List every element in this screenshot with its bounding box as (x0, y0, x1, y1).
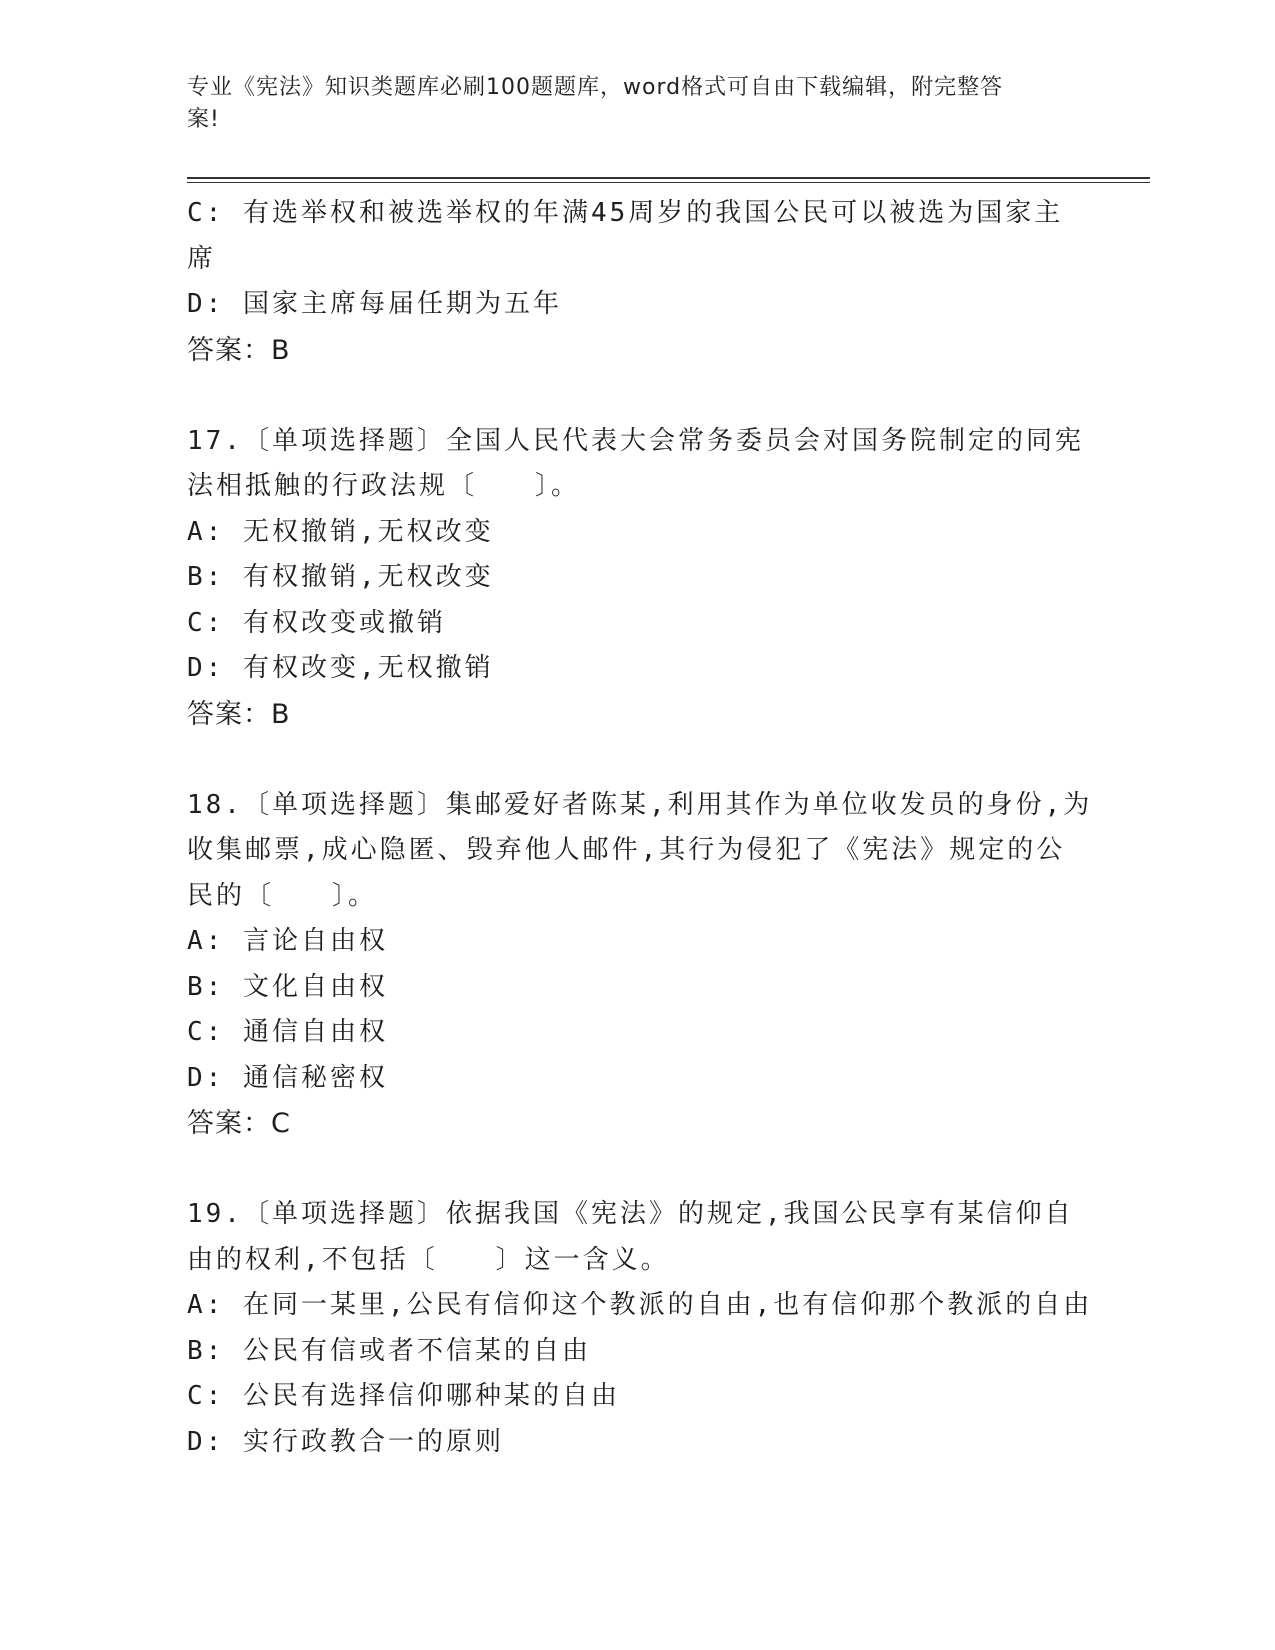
question-stem-line-1: 17.〔单项选择题〕全国人民代表大会常务委员会对国务院制定的同宪 (187, 425, 1084, 456)
spacer (187, 737, 1087, 783)
question-17 (187, 419, 1087, 738)
spacer (187, 1147, 1087, 1193)
option-a: A: 言论自由权 (187, 926, 388, 956)
spacer (187, 373, 1087, 419)
option-c: C: 有权改变或撤销 (187, 607, 446, 638)
answer: 答案：B (187, 334, 291, 366)
option-d: D: 有权改变,无权撤销 (187, 653, 494, 683)
question-16-continuation (187, 191, 1087, 373)
option-c-line-2: 席 (187, 243, 217, 274)
question-stem-line-1: 18.〔单项选择题〕集邮爱好者陈某,利用其作为单位收发员的身份,为 (187, 789, 1093, 820)
option-b: B: 文化自由权 (187, 971, 388, 1002)
header-line-2: 案! (187, 107, 220, 132)
header-divider-thin (187, 182, 1150, 183)
header-divider-thick (187, 177, 1150, 179)
question-stem-line-1: 19.〔单项选择题〕依据我国《宪法》的规定,我国公民享有某信仰自 (187, 1199, 1074, 1229)
question-stem-line-2: 法相抵触的行政法规〔 〕。 (187, 471, 581, 501)
header-line-1: 专业《宪法》知识类题库必刷100题题库，word格式可自由下载编辑，附完整答 (187, 75, 1004, 100)
option-d: D: 国家主席每届任期为五年 (187, 289, 562, 319)
answer: 答案：C (187, 1108, 291, 1139)
question-list (187, 191, 1093, 1465)
question-19 (187, 1192, 1093, 1465)
option-b: B: 有权撤销,无权改变 (187, 562, 494, 592)
question-18 (187, 783, 1093, 1147)
option-b: B: 公民有信或者不信某的自由 (187, 1335, 591, 1366)
answer: 答案：B (187, 698, 291, 730)
option-d: D: 实行政教合一的原则 (187, 1426, 504, 1457)
option-c-line-1: C: 有选举权和被选举权的年满45周岁的我国公民可以被选为国家主 (187, 198, 1064, 228)
option-c: C: 公民有选择信仰哪种某的自由 (187, 1381, 620, 1411)
option-a: A: 在同一某里,公民有信仰这个教派的自由,也有信仰那个教派的自由 (187, 1290, 1093, 1320)
option-a: A: 无权撤销,无权改变 (187, 516, 494, 547)
question-stem-line-3: 民的〔 〕。 (187, 880, 378, 911)
page-header (187, 72, 1067, 136)
option-c: C: 通信自由权 (187, 1017, 388, 1047)
question-stem-line-2: 由的权利,不包括〔 〕这一含义。 (187, 1244, 670, 1275)
question-stem-line-2: 收集邮票,成心隐匿、毁弃他人邮件,其行为侵犯了《宪法》规定的公 (187, 835, 1066, 865)
option-d: D: 通信秘密权 (187, 1062, 388, 1093)
